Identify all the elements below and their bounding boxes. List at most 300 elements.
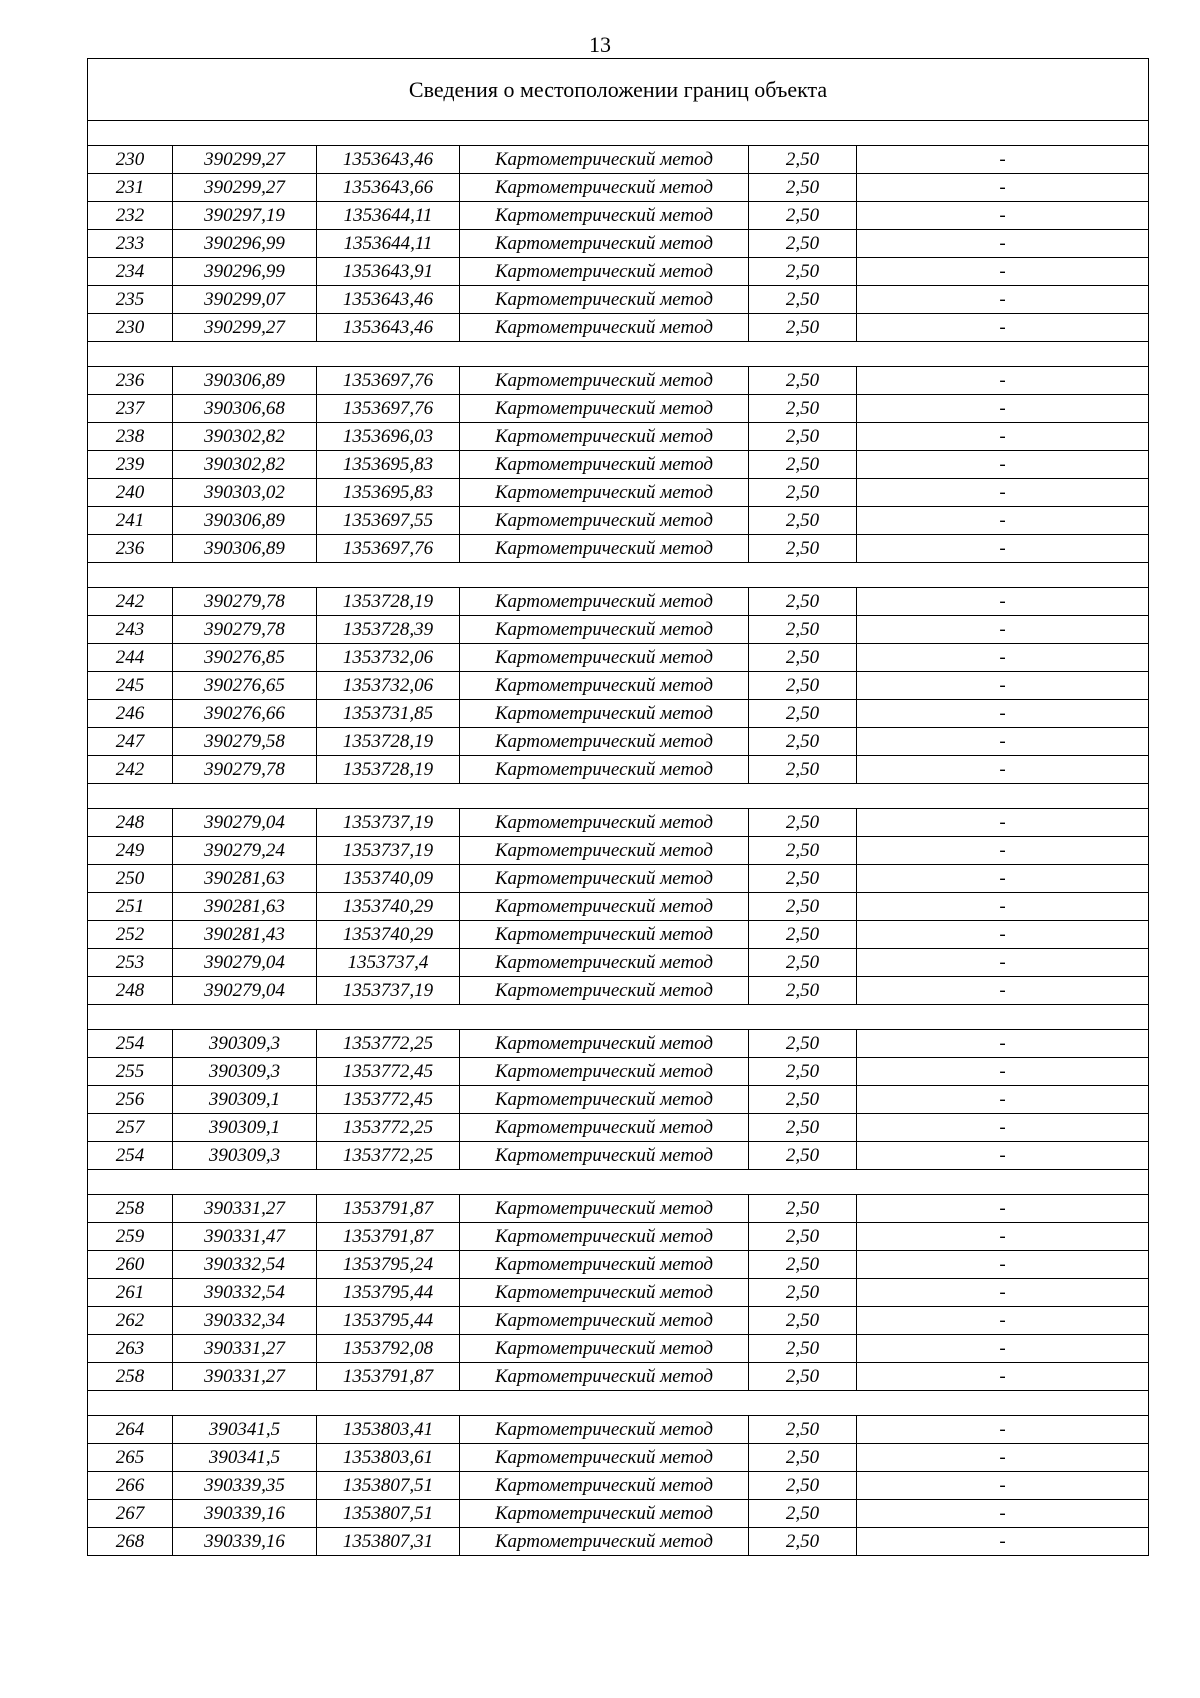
point-number-cell: 238 (88, 423, 173, 451)
point-number-cell: 230 (88, 146, 173, 174)
method-cell: Картометрический метод (460, 1058, 749, 1086)
accuracy-cell: 2,50 (749, 1279, 857, 1307)
table-row (88, 258, 1149, 286)
point-number-cell: 244 (88, 644, 173, 672)
method-cell: Картометрический метод (460, 588, 749, 616)
x-coordinate-cell: 390332,54 (173, 1251, 317, 1279)
method-cell: Картометрический метод (460, 451, 749, 479)
accuracy-cell: 2,50 (749, 1114, 857, 1142)
y-coordinate-cell: 1353732,06 (317, 672, 460, 700)
y-coordinate-cell: 1353728,19 (317, 728, 460, 756)
y-coordinate-cell: 1353795,44 (317, 1279, 460, 1307)
description-cell: - (857, 616, 1149, 644)
y-coordinate-cell: 1353643,46 (317, 314, 460, 342)
accuracy-cell: 2,50 (749, 949, 857, 977)
x-coordinate-cell: 390299,07 (173, 286, 317, 314)
point-number-cell: 252 (88, 921, 173, 949)
y-coordinate-cell: 1353697,76 (317, 535, 460, 563)
method-cell: Картометрический метод (460, 1500, 749, 1528)
table-row (88, 616, 1149, 644)
y-coordinate-cell: 1353696,03 (317, 423, 460, 451)
method-cell: Картометрический метод (460, 1528, 749, 1556)
description-cell: - (857, 1058, 1149, 1086)
x-coordinate-cell: 390302,82 (173, 451, 317, 479)
description-cell: - (857, 286, 1149, 314)
accuracy-cell: 2,50 (749, 893, 857, 921)
point-number-cell: 239 (88, 451, 173, 479)
point-number-cell: 240 (88, 479, 173, 507)
description-cell: - (857, 1195, 1149, 1223)
method-cell: Картометрический метод (460, 535, 749, 563)
point-number-cell: 241 (88, 507, 173, 535)
method-cell: Картометрический метод (460, 949, 749, 977)
x-coordinate-cell: 390281,43 (173, 921, 317, 949)
point-number-cell: 249 (88, 837, 173, 865)
method-cell: Картометрический метод (460, 174, 749, 202)
x-coordinate-cell: 390299,27 (173, 174, 317, 202)
table-row (88, 479, 1149, 507)
point-number-cell: 258 (88, 1363, 173, 1391)
y-coordinate-cell: 1353731,85 (317, 700, 460, 728)
description-cell: - (857, 893, 1149, 921)
table-row (88, 314, 1149, 342)
accuracy-cell: 2,50 (749, 1307, 857, 1335)
table-row (88, 451, 1149, 479)
description-cell: - (857, 865, 1149, 893)
group-separator-cell (88, 1005, 1149, 1030)
y-coordinate-cell: 1353740,09 (317, 865, 460, 893)
y-coordinate-cell: 1353695,83 (317, 479, 460, 507)
x-coordinate-cell: 390306,89 (173, 507, 317, 535)
table-row (88, 893, 1149, 921)
description-cell: - (857, 202, 1149, 230)
description-cell: - (857, 756, 1149, 784)
description-cell: - (857, 644, 1149, 672)
description-cell: - (857, 1251, 1149, 1279)
table-row (88, 977, 1149, 1005)
method-cell: Картометрический метод (460, 1114, 749, 1142)
description-cell: - (857, 395, 1149, 423)
table-row (88, 202, 1149, 230)
y-coordinate-cell: 1353643,91 (317, 258, 460, 286)
point-number-cell: 259 (88, 1223, 173, 1251)
x-coordinate-cell: 390276,85 (173, 644, 317, 672)
x-coordinate-cell: 390306,68 (173, 395, 317, 423)
accuracy-cell: 2,50 (749, 367, 857, 395)
x-coordinate-cell: 390279,04 (173, 809, 317, 837)
point-number-cell: 246 (88, 700, 173, 728)
point-number-cell: 256 (88, 1086, 173, 1114)
x-coordinate-cell: 390281,63 (173, 893, 317, 921)
method-cell: Картометрический метод (460, 367, 749, 395)
x-coordinate-cell: 390332,54 (173, 1279, 317, 1307)
y-coordinate-cell: 1353644,11 (317, 230, 460, 258)
point-number-cell: 253 (88, 949, 173, 977)
x-coordinate-cell: 390281,63 (173, 865, 317, 893)
accuracy-cell: 2,50 (749, 1086, 857, 1114)
accuracy-cell: 2,50 (749, 921, 857, 949)
point-number-cell: 267 (88, 1500, 173, 1528)
accuracy-cell: 2,50 (749, 728, 857, 756)
method-cell: Картометрический метод (460, 1416, 749, 1444)
table-row (88, 535, 1149, 563)
method-cell: Картометрический метод (460, 1030, 749, 1058)
x-coordinate-cell: 390279,04 (173, 949, 317, 977)
group-separator-cell (88, 1170, 1149, 1195)
table-row (88, 1142, 1149, 1170)
y-coordinate-cell: 1353732,06 (317, 644, 460, 672)
table-row (88, 1307, 1149, 1335)
description-cell: - (857, 1444, 1149, 1472)
table-row (88, 1251, 1149, 1279)
description-cell: - (857, 314, 1149, 342)
accuracy-cell: 2,50 (749, 174, 857, 202)
group-separator-cell (88, 563, 1149, 588)
accuracy-cell: 2,50 (749, 700, 857, 728)
method-cell: Картометрический метод (460, 395, 749, 423)
accuracy-cell: 2,50 (749, 1416, 857, 1444)
method-cell: Картометрический метод (460, 1279, 749, 1307)
accuracy-cell: 2,50 (749, 672, 857, 700)
x-coordinate-cell: 390279,78 (173, 756, 317, 784)
group-separator-row (88, 121, 1149, 146)
y-coordinate-cell: 1353772,25 (317, 1114, 460, 1142)
y-coordinate-cell: 1353772,25 (317, 1030, 460, 1058)
x-coordinate-cell: 390341,5 (173, 1416, 317, 1444)
table-row (88, 1472, 1149, 1500)
description-cell: - (857, 921, 1149, 949)
method-cell: Картометрический метод (460, 1251, 749, 1279)
accuracy-cell: 2,50 (749, 1500, 857, 1528)
accuracy-cell: 2,50 (749, 1335, 857, 1363)
x-coordinate-cell: 390279,78 (173, 616, 317, 644)
y-coordinate-cell: 1353728,19 (317, 756, 460, 784)
y-coordinate-cell: 1353795,44 (317, 1307, 460, 1335)
method-cell: Картометрический метод (460, 314, 749, 342)
table-row (88, 921, 1149, 949)
group-separator-cell (88, 121, 1149, 146)
accuracy-cell: 2,50 (749, 1528, 857, 1556)
table-row (88, 1195, 1149, 1223)
method-cell: Картометрический метод (460, 1142, 749, 1170)
y-coordinate-cell: 1353728,19 (317, 588, 460, 616)
x-coordinate-cell: 390303,02 (173, 479, 317, 507)
table-row (88, 1444, 1149, 1472)
point-number-cell: 242 (88, 588, 173, 616)
point-number-cell: 232 (88, 202, 173, 230)
accuracy-cell: 2,50 (749, 146, 857, 174)
page-number: 13 (589, 32, 611, 57)
point-number-cell: 262 (88, 1307, 173, 1335)
method-cell: Картометрический метод (460, 258, 749, 286)
description-cell: - (857, 367, 1149, 395)
table-row (88, 1500, 1149, 1528)
description-cell: - (857, 700, 1149, 728)
accuracy-cell: 2,50 (749, 1363, 857, 1391)
y-coordinate-cell: 1353740,29 (317, 893, 460, 921)
method-cell: Картометрический метод (460, 1363, 749, 1391)
description-cell: - (857, 809, 1149, 837)
method-cell: Картометрический метод (460, 921, 749, 949)
x-coordinate-cell: 390331,27 (173, 1363, 317, 1391)
table-row (88, 672, 1149, 700)
x-coordinate-cell: 390279,58 (173, 728, 317, 756)
accuracy-cell: 2,50 (749, 258, 857, 286)
x-coordinate-cell: 390331,27 (173, 1195, 317, 1223)
description-cell: - (857, 146, 1149, 174)
method-cell: Картометрический метод (460, 809, 749, 837)
y-coordinate-cell: 1353728,39 (317, 616, 460, 644)
point-number-cell: 254 (88, 1030, 173, 1058)
method-cell: Картометрический метод (460, 1086, 749, 1114)
description-cell: - (857, 672, 1149, 700)
y-coordinate-cell: 1353737,4 (317, 949, 460, 977)
table-row (88, 588, 1149, 616)
x-coordinate-cell: 390339,16 (173, 1528, 317, 1556)
accuracy-cell: 2,50 (749, 1251, 857, 1279)
group-separator-cell (88, 784, 1149, 809)
table-row (88, 1528, 1149, 1556)
group-separator-row (88, 342, 1149, 367)
method-cell: Картометрический метод (460, 1195, 749, 1223)
x-coordinate-cell: 390279,78 (173, 588, 317, 616)
accuracy-cell: 2,50 (749, 977, 857, 1005)
accuracy-cell: 2,50 (749, 507, 857, 535)
table-row (88, 644, 1149, 672)
point-number-cell: 247 (88, 728, 173, 756)
x-coordinate-cell: 390302,82 (173, 423, 317, 451)
point-number-cell: 230 (88, 314, 173, 342)
y-coordinate-cell: 1353772,25 (317, 1142, 460, 1170)
point-number-cell: 264 (88, 1416, 173, 1444)
table-row (88, 1030, 1149, 1058)
accuracy-cell: 2,50 (749, 286, 857, 314)
table-row (88, 949, 1149, 977)
table-row (88, 395, 1149, 423)
method-cell: Картометрический метод (460, 893, 749, 921)
method-cell: Картометрический метод (460, 507, 749, 535)
point-number-cell: 248 (88, 977, 173, 1005)
method-cell: Картометрический метод (460, 865, 749, 893)
group-separator-cell (88, 1391, 1149, 1416)
y-coordinate-cell: 1353791,87 (317, 1195, 460, 1223)
y-coordinate-cell: 1353643,66 (317, 174, 460, 202)
y-coordinate-cell: 1353807,31 (317, 1528, 460, 1556)
point-number-cell: 235 (88, 286, 173, 314)
method-cell: Картометрический метод (460, 644, 749, 672)
y-coordinate-cell: 1353803,41 (317, 1416, 460, 1444)
y-coordinate-cell: 1353803,61 (317, 1444, 460, 1472)
description-cell: - (857, 977, 1149, 1005)
description-cell: - (857, 1335, 1149, 1363)
x-coordinate-cell: 390332,34 (173, 1307, 317, 1335)
description-cell: - (857, 1114, 1149, 1142)
point-number-cell: 236 (88, 367, 173, 395)
description-cell: - (857, 1307, 1149, 1335)
x-coordinate-cell: 390309,3 (173, 1058, 317, 1086)
y-coordinate-cell: 1353791,87 (317, 1223, 460, 1251)
description-cell: - (857, 1500, 1149, 1528)
accuracy-cell: 2,50 (749, 479, 857, 507)
accuracy-cell: 2,50 (749, 756, 857, 784)
point-number-cell: 245 (88, 672, 173, 700)
description-cell: - (857, 1223, 1149, 1251)
method-cell: Картометрический метод (460, 230, 749, 258)
table-row (88, 728, 1149, 756)
y-coordinate-cell: 1353644,11 (317, 202, 460, 230)
method-cell: Картометрический метод (460, 728, 749, 756)
group-separator-row (88, 1391, 1149, 1416)
accuracy-cell: 2,50 (749, 865, 857, 893)
x-coordinate-cell: 390306,89 (173, 535, 317, 563)
point-number-cell: 263 (88, 1335, 173, 1363)
description-cell: - (857, 423, 1149, 451)
x-coordinate-cell: 390309,1 (173, 1086, 317, 1114)
x-coordinate-cell: 390276,66 (173, 700, 317, 728)
accuracy-cell: 2,50 (749, 1223, 857, 1251)
point-number-cell: 266 (88, 1472, 173, 1500)
accuracy-cell: 2,50 (749, 1058, 857, 1086)
x-coordinate-cell: 390339,35 (173, 1472, 317, 1500)
accuracy-cell: 2,50 (749, 1195, 857, 1223)
description-cell: - (857, 588, 1149, 616)
table-row (88, 1086, 1149, 1114)
method-cell: Картометрический метод (460, 616, 749, 644)
accuracy-cell: 2,50 (749, 809, 857, 837)
description-cell: - (857, 479, 1149, 507)
y-coordinate-cell: 1353697,76 (317, 367, 460, 395)
accuracy-cell: 2,50 (749, 423, 857, 451)
x-coordinate-cell: 390331,47 (173, 1223, 317, 1251)
method-cell: Картометрический метод (460, 1444, 749, 1472)
table-title-row (88, 59, 1149, 121)
y-coordinate-cell: 1353643,46 (317, 146, 460, 174)
table-row (88, 1058, 1149, 1086)
description-cell: - (857, 174, 1149, 202)
table-title: Сведения о местоположении границ объекта (88, 59, 1149, 121)
group-separator-row (88, 784, 1149, 809)
table-row (88, 174, 1149, 202)
y-coordinate-cell: 1353791,87 (317, 1363, 460, 1391)
y-coordinate-cell: 1353737,19 (317, 837, 460, 865)
x-coordinate-cell: 390299,27 (173, 146, 317, 174)
accuracy-cell: 2,50 (749, 451, 857, 479)
accuracy-cell: 2,50 (749, 535, 857, 563)
description-cell: - (857, 1279, 1149, 1307)
method-cell: Картометрический метод (460, 1472, 749, 1500)
point-number-cell: 248 (88, 809, 173, 837)
point-number-cell: 243 (88, 616, 173, 644)
group-separator-row (88, 1005, 1149, 1030)
description-cell: - (857, 258, 1149, 286)
table-row (88, 146, 1149, 174)
point-number-cell: 257 (88, 1114, 173, 1142)
point-number-cell: 261 (88, 1279, 173, 1307)
group-separator-row (88, 563, 1149, 588)
method-cell: Картометрический метод (460, 1307, 749, 1335)
method-cell: Картометрический метод (460, 672, 749, 700)
boundary-coordinates-table (87, 58, 1149, 1556)
description-cell: - (857, 837, 1149, 865)
accuracy-cell: 2,50 (749, 1142, 857, 1170)
y-coordinate-cell: 1353740,29 (317, 921, 460, 949)
table-row (88, 423, 1149, 451)
table-row (88, 367, 1149, 395)
x-coordinate-cell: 390299,27 (173, 314, 317, 342)
accuracy-cell: 2,50 (749, 314, 857, 342)
table-row (88, 865, 1149, 893)
table-body (88, 59, 1149, 1556)
y-coordinate-cell: 1353807,51 (317, 1472, 460, 1500)
method-cell: Картометрический метод (460, 202, 749, 230)
x-coordinate-cell: 390279,04 (173, 977, 317, 1005)
y-coordinate-cell: 1353807,51 (317, 1500, 460, 1528)
y-coordinate-cell: 1353695,83 (317, 451, 460, 479)
group-separator-row (88, 1170, 1149, 1195)
table-row (88, 230, 1149, 258)
description-cell: - (857, 1416, 1149, 1444)
point-number-cell: 234 (88, 258, 173, 286)
description-cell: - (857, 1142, 1149, 1170)
x-coordinate-cell: 390331,27 (173, 1335, 317, 1363)
accuracy-cell: 2,50 (749, 837, 857, 865)
y-coordinate-cell: 1353795,24 (317, 1251, 460, 1279)
y-coordinate-cell: 1353792,08 (317, 1335, 460, 1363)
point-number-cell: 260 (88, 1251, 173, 1279)
point-number-cell: 255 (88, 1058, 173, 1086)
y-coordinate-cell: 1353643,46 (317, 286, 460, 314)
point-number-cell: 250 (88, 865, 173, 893)
table-row (88, 809, 1149, 837)
y-coordinate-cell: 1353737,19 (317, 809, 460, 837)
x-coordinate-cell: 390296,99 (173, 230, 317, 258)
x-coordinate-cell: 390309,3 (173, 1142, 317, 1170)
x-coordinate-cell: 390276,65 (173, 672, 317, 700)
y-coordinate-cell: 1353737,19 (317, 977, 460, 1005)
x-coordinate-cell: 390341,5 (173, 1444, 317, 1472)
y-coordinate-cell: 1353697,76 (317, 395, 460, 423)
description-cell: - (857, 1086, 1149, 1114)
method-cell: Картометрический метод (460, 1223, 749, 1251)
table-row (88, 700, 1149, 728)
description-cell: - (857, 230, 1149, 258)
x-coordinate-cell: 390306,89 (173, 367, 317, 395)
description-cell: - (857, 728, 1149, 756)
description-cell: - (857, 1472, 1149, 1500)
accuracy-cell: 2,50 (749, 1030, 857, 1058)
table-row (88, 507, 1149, 535)
table-row (88, 1363, 1149, 1391)
accuracy-cell: 2,50 (749, 644, 857, 672)
method-cell: Картометрический метод (460, 423, 749, 451)
description-cell: - (857, 451, 1149, 479)
method-cell: Картометрический метод (460, 146, 749, 174)
description-cell: - (857, 535, 1149, 563)
accuracy-cell: 2,50 (749, 202, 857, 230)
table-row (88, 756, 1149, 784)
method-cell: Картометрический метод (460, 756, 749, 784)
method-cell: Картометрический метод (460, 977, 749, 1005)
y-coordinate-cell: 1353772,45 (317, 1058, 460, 1086)
point-number-cell: 251 (88, 893, 173, 921)
group-separator-cell (88, 342, 1149, 367)
x-coordinate-cell: 390309,3 (173, 1030, 317, 1058)
x-coordinate-cell: 390309,1 (173, 1114, 317, 1142)
table-row (88, 286, 1149, 314)
accuracy-cell: 2,50 (749, 616, 857, 644)
point-number-cell: 268 (88, 1528, 173, 1556)
description-cell: - (857, 507, 1149, 535)
